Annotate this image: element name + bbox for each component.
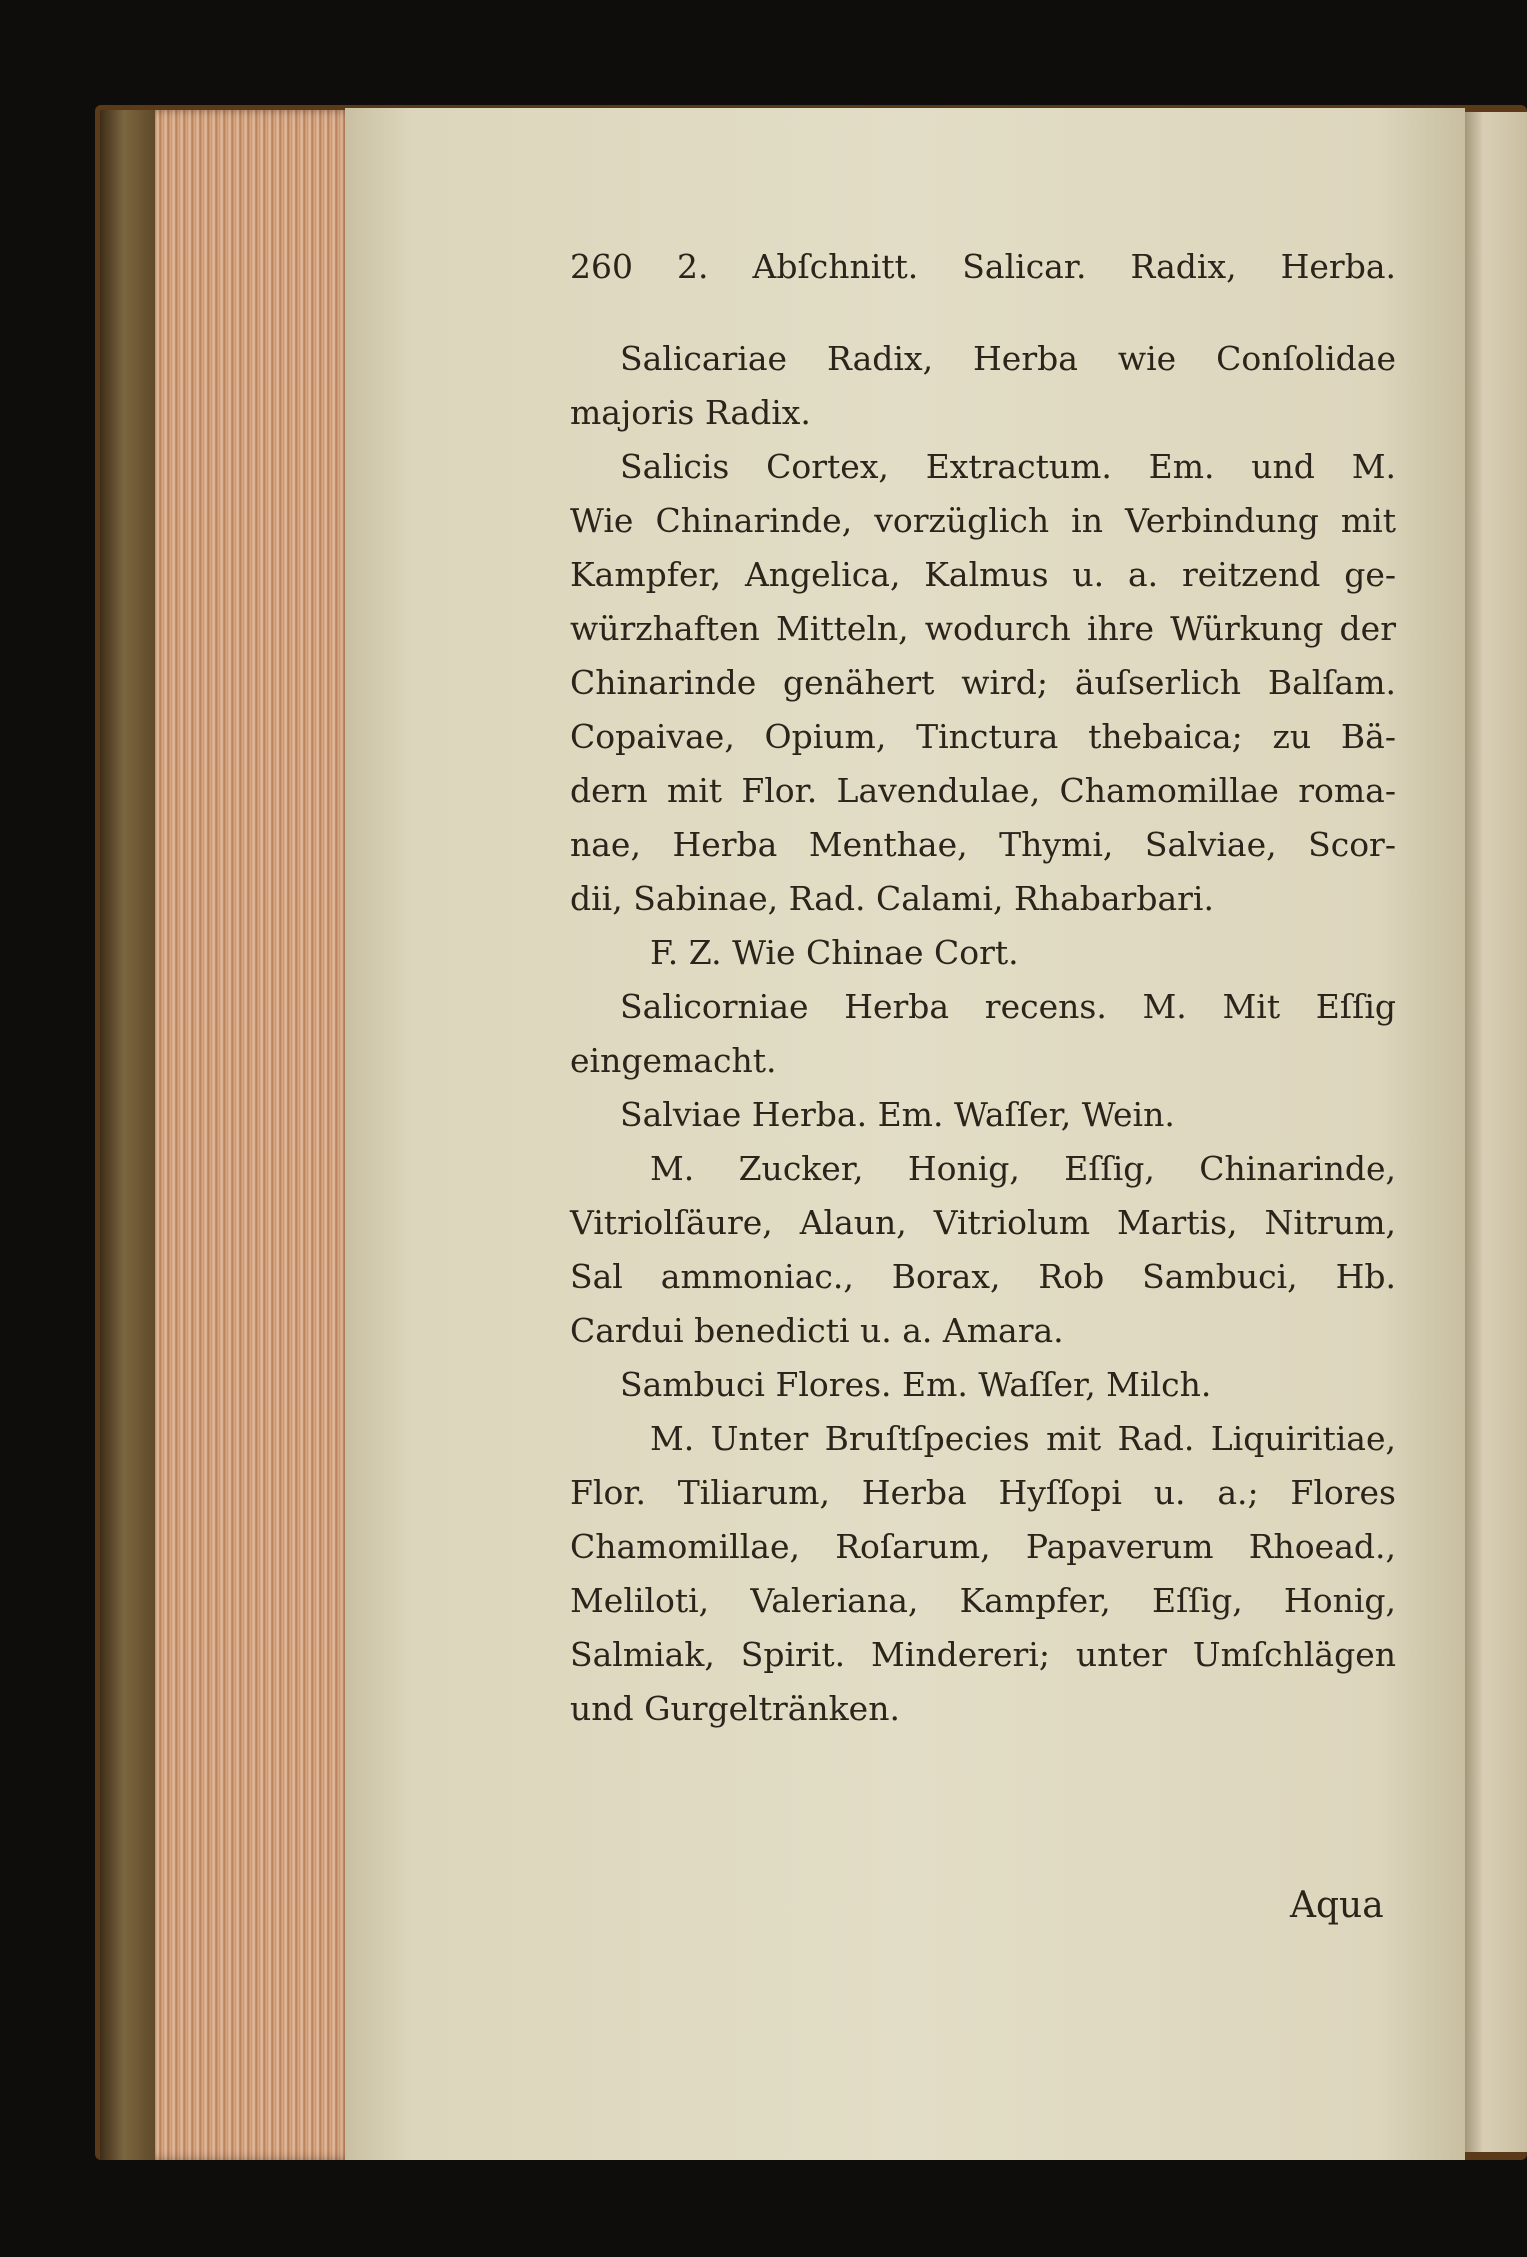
text-line: eingemacht. xyxy=(570,1041,777,1080)
text-line: Kampfer, Angelica, Kalmus u. a. reitzend ge- xyxy=(570,555,1396,594)
text-line: M. Zucker, Honig, Eſſig, Chinarinde, xyxy=(650,1149,1396,1188)
page-text xyxy=(570,240,1396,1736)
text-line: Salicis Cortex, Extractum. Em. und M. xyxy=(620,447,1396,486)
text-line: und Gurgeltränken. xyxy=(570,1689,900,1728)
text-line: Chamomillae, Roſarum, Papaverum Rhoead., xyxy=(570,1527,1396,1566)
text-line: Chinarinde genähert wird; äuſserlich Balſam. xyxy=(570,663,1396,702)
text-line: F. Z. Wie Chinae Cort. xyxy=(650,933,1019,972)
text-line: Wie Chinarinde, vorzüglich in Verbindung mit xyxy=(570,501,1396,540)
text-line: nae, Herba Menthae, Thymi, Salviae, Scor- xyxy=(570,825,1396,864)
text-line: Meliloti, Valeriana, Kampfer, Eſſig, Honig, xyxy=(570,1581,1396,1620)
page-edges xyxy=(155,110,355,2160)
text-line: Sambuci Flores. Em. Waſſer, Milch. xyxy=(620,1365,1212,1404)
text-line: majoris Radix. xyxy=(570,393,811,432)
text-line: Copaivae, Opium, Tinctura thebaica; zu Bä- xyxy=(570,717,1396,756)
text-line: Salmiak, Spirit. Mindereri; unter Umſchlägen xyxy=(570,1635,1396,1674)
text-line: Salviae Herba. Em. Waſſer, Wein. xyxy=(620,1095,1175,1134)
facing-page-edge xyxy=(1465,112,1527,2152)
text-line: dii, Sabinae, Rad. Calami, Rhabarbari. xyxy=(570,879,1214,918)
text-line: Cardui benedicti u. a. Amara. xyxy=(570,1311,1064,1350)
text-line: Salicorniae Herba recens. M. Mit Eſſig xyxy=(620,987,1396,1026)
text-line: Sal ammoniac., Borax, Rob Sambuci, Hb. xyxy=(570,1257,1396,1296)
catchword: Aqua xyxy=(1290,1885,1384,1926)
text-line: Flor. Tiliarum, Herba Hyſſopi u. a.; Flores xyxy=(570,1473,1396,1512)
text-line: M. Unter Bruſtſpecies mit Rad. Liquiritiae, xyxy=(650,1419,1396,1458)
text-line: Vitriolſäure, Alaun, Vitriolum Martis, Nitrum, xyxy=(570,1203,1396,1242)
text-line: Salicariae Radix, Herba wie Conſolidae xyxy=(620,339,1396,378)
running-header: 260 2. Abſchnitt. Salicar. Radix, Herba. xyxy=(570,247,1396,286)
text-line: würzhaften Mitteln, wodurch ihre Würkung der xyxy=(570,609,1396,648)
book-spine-edge xyxy=(100,110,160,2160)
text-line: dern mit Flor. Lavendulae, Chamomillae roma- xyxy=(570,771,1396,810)
